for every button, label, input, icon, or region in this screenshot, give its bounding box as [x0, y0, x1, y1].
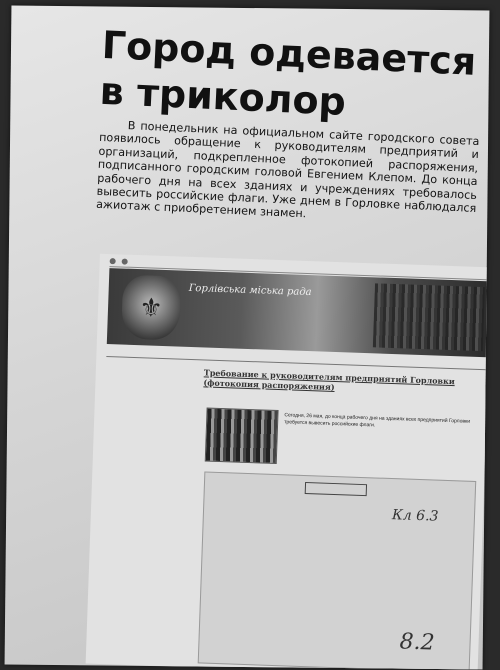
site-content [194, 367, 480, 669]
handwritten-note [395, 485, 465, 487]
page-title: Требование к руководителям предприятий Горловки (фотокопия распоряжения) [203, 367, 480, 397]
handwritten-corner: Кл 6.3 [392, 507, 439, 525]
back-icon [110, 258, 116, 264]
handwritten-number: 8.2 [399, 629, 435, 655]
flags-photo [205, 408, 279, 464]
post-caption: Сегодня, 26 мая, до конца рабочего дня на зданиях всех предприятий Горловки требуется вывесить российские флаги. [284, 412, 474, 433]
forward-icon [122, 258, 128, 264]
site-banner [107, 268, 489, 357]
site-sidebar [96, 360, 196, 663]
handwritten-order [216, 569, 466, 578]
article-body: В понедельник на официальном сайте городского совета появилось обращение к руководителям предприятий и организаций, подкрепленное фотокопией распоряжения, подписанного городским головой Евгением Клепом. До конца рабочего дня на всех зданиях и учреждениях требовалось вывесить российские флаги. Уже днем в Горловке наблюдался ажиотаж с приобретением знамен. [96, 118, 480, 229]
document-scan [198, 472, 477, 670]
newspaper-page [5, 6, 490, 670]
site-title: Горлівська міська рада [189, 283, 312, 298]
city-photo [373, 283, 485, 351]
registration-stamp [305, 482, 367, 496]
city-crest-icon: ⚜ [121, 275, 181, 341]
article-headline: Город одевается в триколор [99, 22, 483, 131]
website-screenshot [86, 254, 490, 670]
